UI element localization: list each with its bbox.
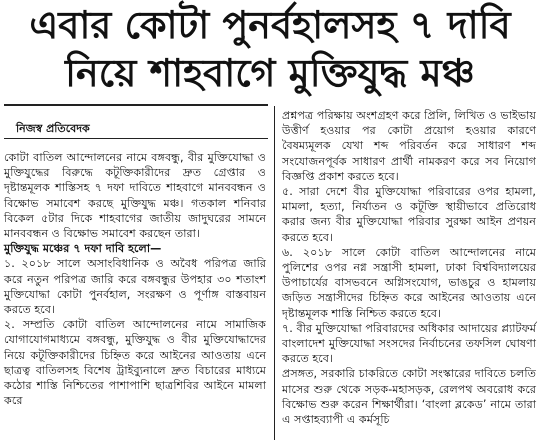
context-paragraph: প্রসঙ্গত, সরকারি চাকরিতে কোটা সংস্কারের দাবিতে চলতি মাসের শুরু থেকে সড়ক-মহাসড়ক, রেলপথ অবরোধ করে বিক্ষোভ শুরু করেন শিক্ষার্থীরা। ‘বাংলা ব্লকেড’ নামে তারা এ সপ্তাহব্যাপী এ কর্মসূচি <box>282 367 536 427</box>
byline: নিজস্ব প্রতিবেদক <box>16 122 90 135</box>
demand-2: ২. সম্প্রতি কোটা বাতিল আন্দোলনের নামে সামাজিক যোগাযোগমাধ্যমে বঙ্গবন্ধু, মুক্তিযুদ্ধ ও বীর মুক্তিযোদ্ধাদের নিয়ে কটূক্তিকারীদের চিহ্নিত করে আইনের আওতায় এনে ছাত্রত্ব বাতিলসহ বিশেষ ট্রাইব্যুনালে দ্রুত বিচারের মাধ্যমে কঠোর শাস্তি নিশ্চিতের পাশাপাশি ছাত্রশিবির আইনে মামলা করে <box>4 318 266 408</box>
demand-5: ৫. সারা দেশে বীর মুক্তিযোদ্ধা পরিবারের ওপর হামলা, মামলা, হত্যা, নির্যাতন ও কটূক্তি স্থায়ীভাবে প্রতিরোধ করার জন্য বীর মুক্তিযোদ্ধা পরিবার সুরক্ষা আইন প্রণয়ন করতে হবে। <box>282 185 536 244</box>
column-divider <box>274 106 275 440</box>
intro-paragraph: কোটা বাতিল আন্দোলনের নামে বঙ্গবন্ধু, বীর মুক্তিযোদ্ধা ও মুক্তিযুদ্ধের বিরুদ্ধে কটূক্তিকারীদের দ্রুত গ্রেপ্তার ও দৃষ্টান্তমূলক শাস্তিসহ ৭ দফা দাবিতে শাহবাগে মানববন্ধন ও বিক্ষোভ সমাবেশ করছে মুক্তিযুদ্ধ মঞ্চ। গতকাল শনিবার বিকেল ৫টার দিকে শাহবাগের জাতীয় জাদুঘরের সামনে মানববন্ধন ও বিক্ষোভ সমাবেশ করছেন তারা। <box>4 151 266 241</box>
demand-1: ১. ২০১৮ সালে অসাংবিধানিক ও অবৈধ পরিপত্র জারি করে নতুন পরিপত্র জারি করে বঙ্গবন্ধুর উপহার ৩০ শতাংশ মুক্তিযোদ্ধা কোটা পুনর্বহাল, সংরক্ষণ ও পূর্ণাঙ্গ বাস্তবায়ন করতে হবে। <box>4 257 266 317</box>
headline-line-2: নিয়ে শাহবাগে মুক্তিযুদ্ধ মঞ্চ <box>65 51 475 95</box>
demands-subhead: মুক্তিযুদ্ধ মঞ্চের ৭ দফা দাবি হলো— <box>4 242 162 256</box>
headline-line-1: এবার কোটা পুনর্বহালসহ ৭ দাবি <box>29 3 511 47</box>
right-column <box>282 108 536 427</box>
demand-7: ৭. বীর মুক্তিযোদ্ধা পরিবারদের অধিকার আদায়ের প্ল্যাটফর্ম বাংলাদেশ মুক্তিযোদ্ধা সংসদের নির্বাচনের তফসিল ঘোষণা করতে হবে। <box>282 321 536 366</box>
left-column <box>4 150 266 408</box>
demand-6: ৬. ২০১৮ সালে কোটা বাতিল আন্দোলনের নামে পুলিশের ওপর নগ্ন সন্ত্রাসী হামলা, ঢাকা বিশ্ববিদ্যালয়ের উপাচার্যের বাসভবনে অগ্নিসংযোগ, ভাঙচুর ও হামলায় জড়িত সন্ত্রাসীদের চিহ্নিত করে আইনের আওতায় এনে দৃষ্টান্তমূলক শাস্তি নিশ্চিত করতে হবে। <box>282 245 536 320</box>
right-paragraph-1: প্রশ্নপত্র পরিক্ষায় অংশগ্রহণ করে প্রিলি, লিখিত ও ভাইভায় উত্তীর্ণ হওয়ার পর কোটা প্রয়োগ হওয়ার কারণে বৈষম্যমূলক যেখা শব্দ পরিবর্তন করে সাধারণ শব্দ সংযোজনপূর্বক সাধারণ প্রার্থী নামকরণ করে সব নিয়োগ বিজ্ঞপ্তি প্রকাশ করতে হবে। <box>282 109 536 183</box>
divider-top <box>4 104 268 106</box>
